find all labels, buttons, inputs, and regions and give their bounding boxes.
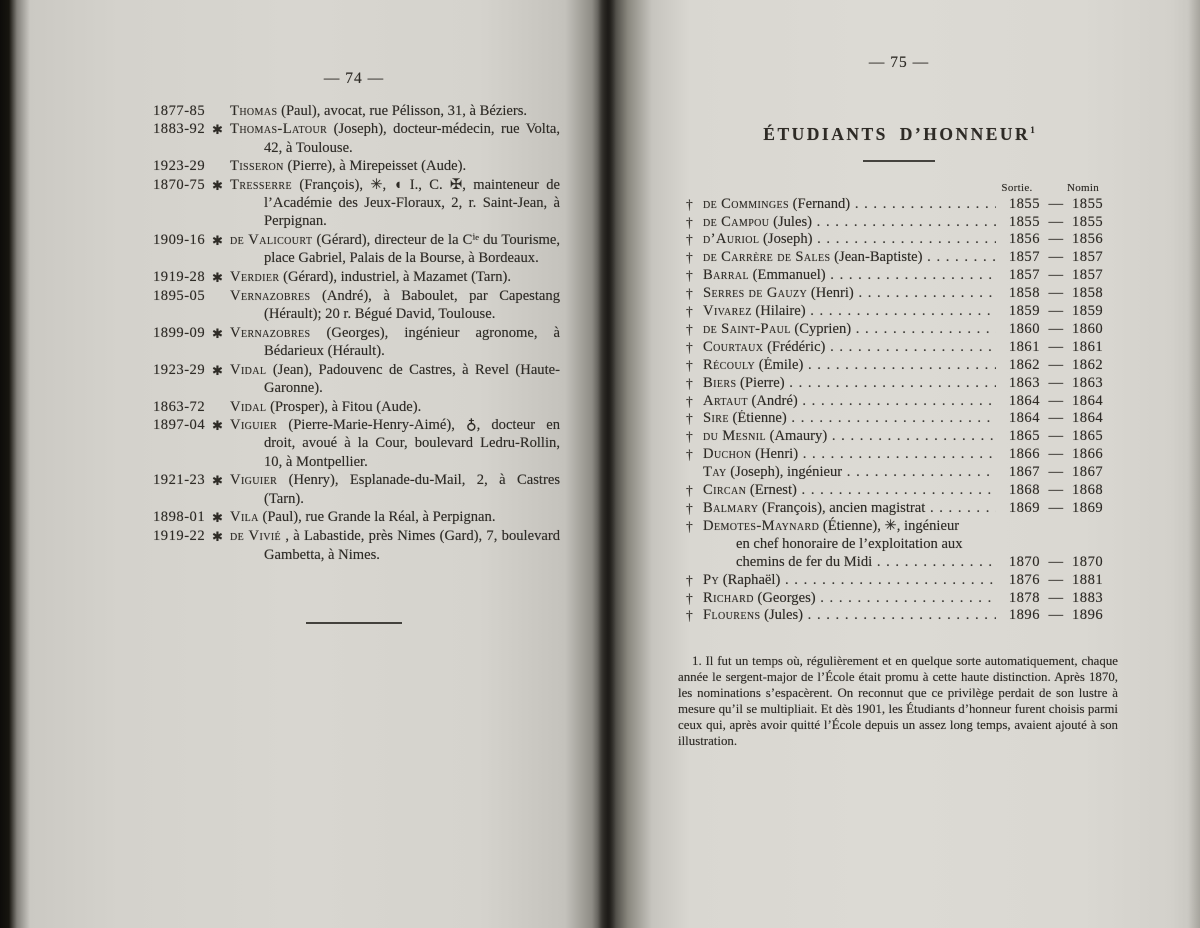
dagger-icon: †	[686, 590, 693, 606]
footnote-text: 1. Il fut un temps où, régulièrement et en quelque sorte automatiquement, chaque année le sergent-major de l’École était promu à cette haute distinction. Après 1870, les nominations s’espacèrent. On reconnut que ce privilège perdait de son lustre à mesure qu’il se multipliait. Et dès 1901, les Étudiants d’honneur furent choisis parmi ceux qui, après avoir quitté l’École depuis un assez long temps, avaient ajouté à son illustration.	[678, 654, 1118, 748]
dash-separator: —	[1048, 320, 1064, 337]
honor-text: Vivarez (Hilaire) . . .	[703, 303, 996, 321]
nomination-year: 1869	[1072, 500, 1104, 516]
honor-years	[996, 214, 1120, 232]
nomination-year: 1867	[1072, 464, 1104, 481]
honor-text: Py (Raphaël) . . .	[703, 572, 996, 590]
honor-text: Biers (Pierre) . . .	[703, 375, 996, 393]
entry-star-icon	[212, 102, 230, 120]
dash-separator: —	[1048, 428, 1064, 445]
dagger-icon: †	[686, 393, 693, 409]
honor-text: du Mesnil (Amaury) . . .	[703, 428, 996, 446]
honor-text: Barral (Emmanuel) . . .	[703, 267, 996, 285]
honor-surname: Courtaux	[703, 338, 764, 355]
entry-star-icon: ✱	[212, 122, 223, 138]
dash-separator: —	[1048, 213, 1064, 230]
honor-surname: de Saint-Paul	[703, 320, 791, 337]
honor-surname: Vivarez	[703, 303, 752, 320]
dash-separator: —	[1048, 571, 1064, 588]
honor-surname: Récouly	[703, 356, 756, 373]
dagger-icon: †	[686, 268, 693, 284]
honor-text: de Saint-Paul (Cyprien) . . .	[703, 321, 996, 339]
honor-surname: Flourens	[703, 607, 761, 624]
honor-surname: Sire	[703, 410, 729, 427]
entry-text: Viguier (Henry), Esplanade-du-Mail, 2, à Castres (Tarn).	[230, 472, 560, 507]
honor-surname: Richard	[703, 589, 754, 606]
dash-separator: —	[1048, 553, 1064, 570]
dagger-icon: †	[686, 429, 693, 445]
honor-years	[996, 267, 1120, 285]
honor-row	[678, 249, 1120, 267]
sortie-year: 1862	[1008, 356, 1040, 373]
entry-surname: Tresserre	[230, 176, 292, 193]
honor-row	[678, 267, 1120, 285]
directory-entry	[148, 527, 560, 564]
honor-surname: de Carrère de Sales	[703, 249, 831, 266]
sortie-year: 1857	[1008, 267, 1040, 284]
nomination-year: 1862	[1072, 356, 1104, 373]
honor-text: Circan (Ernest) . . .	[703, 482, 996, 500]
dash-separator: —	[1048, 589, 1064, 606]
entry-text: Vernazobres (Georges), ingénieur agronome, à Bédarieux (Hérault).	[230, 324, 560, 360]
scan-edge-right	[1188, 0, 1200, 928]
footnote-marker: 1	[1030, 125, 1035, 136]
column-header-nomination: Nomin	[1066, 181, 1100, 194]
honor-years	[996, 231, 1120, 249]
honor-years	[996, 554, 1120, 572]
nomination-year: 1883	[1072, 589, 1104, 606]
entry-text: Vidal (Jean), Padouvenc de Castres, à Revel (Haute-Garonne).	[230, 361, 560, 397]
page-74	[148, 70, 560, 624]
honor-row	[678, 607, 1120, 625]
honor-surname: du Mesnil	[703, 428, 766, 445]
entry-text: Thomas-Latour (Joseph), docteur-médecin, rue Volta, 42, à Toulouse.	[230, 121, 560, 156]
entry-surname: Vidal	[230, 361, 267, 378]
dash-separator: —	[1048, 267, 1064, 284]
entry-text: Verdier (Gérard), industriel, à Mazamet (Tarn).	[230, 268, 512, 285]
directory-entry	[148, 231, 560, 268]
dash-separator: —	[1048, 338, 1064, 355]
sortie-year: 1861	[1008, 338, 1040, 355]
dagger-icon: †	[686, 304, 693, 320]
honor-text: Courtaux (Frédéric) . . .	[703, 339, 996, 357]
honor-years	[996, 607, 1120, 625]
directory-entry	[148, 508, 560, 527]
dash-separator: —	[1048, 285, 1064, 302]
page-number-left: — 74 —	[323, 70, 385, 87]
dagger-icon: †	[686, 321, 693, 337]
page-title	[678, 124, 1120, 145]
honor-surname: d’Auriol	[703, 231, 760, 248]
honor-row	[678, 375, 1120, 393]
directory-entry	[148, 120, 560, 157]
honor-row	[678, 410, 1120, 428]
honor-row	[678, 339, 1120, 357]
honor-list	[678, 196, 1120, 626]
dash-separator: —	[1048, 500, 1064, 516]
directory-entry	[148, 287, 560, 324]
honor-row-first-line	[686, 518, 1120, 536]
entry-surname: de Vivié	[230, 528, 282, 545]
nomination-year: 1861	[1072, 338, 1104, 355]
honor-text: Richard (Georges) . . .	[703, 590, 996, 608]
honor-years	[996, 285, 1120, 303]
entry-star-icon: ✱	[212, 529, 223, 545]
nomination-year: 1864	[1072, 410, 1104, 427]
entry-text: de Valicourt (Gérard), directeur de la Cⁱᵉ du Tourisme, place Gabriel, Palais de la Bourse, à Bordeaux.	[230, 231, 560, 267]
directory-entry	[148, 361, 560, 398]
dagger-icon: †	[686, 196, 693, 212]
entry-years: 1883-92	[153, 121, 206, 138]
dash-separator: —	[1048, 195, 1064, 212]
sortie-year: 1860	[1008, 320, 1040, 337]
dagger-icon: †	[686, 286, 693, 302]
nomination-year: 1860	[1072, 320, 1104, 337]
dagger-icon	[686, 464, 703, 482]
sortie-year: 1858	[1008, 285, 1040, 302]
entry-years: 1919-28	[153, 268, 206, 285]
entry-years: 1921-23	[153, 472, 206, 489]
dagger-icon: †	[686, 375, 693, 391]
nomination-year: 1857	[1072, 267, 1104, 284]
dagger-icon: †	[686, 483, 693, 499]
honor-text: d’Auriol (Joseph) . . .	[703, 231, 996, 249]
dagger-icon: †	[686, 447, 693, 463]
entry-surname: Vidal	[230, 398, 267, 415]
honor-years	[996, 500, 1120, 518]
honor-years	[996, 321, 1120, 339]
entry-star-icon: ✱	[212, 177, 223, 193]
entry-surname: Vernazobres	[230, 288, 311, 305]
honor-row-last-line	[686, 554, 1120, 572]
dash-separator: —	[1048, 607, 1064, 624]
entry-surname: Vernazobres	[230, 324, 311, 341]
entry-text: de Vivié , à Labastide, près Nimes (Gard), 7, boulevard Gambetta, à Nimes.	[230, 528, 560, 563]
entry-years: 1895-05	[153, 288, 206, 305]
directory-entry	[148, 416, 560, 471]
honor-text: Demotes-Maynard (Étienne), ✳, ingénieur	[703, 517, 960, 534]
honor-years	[996, 482, 1120, 500]
honor-years	[996, 357, 1120, 375]
sortie-year: 1855	[1008, 195, 1040, 212]
entry-surname: Verdier	[230, 268, 280, 285]
nomination-year: 1863	[1072, 374, 1104, 391]
sortie-year: 1868	[1008, 482, 1040, 499]
sortie-year: 1859	[1008, 303, 1040, 320]
book-gutter	[598, 0, 616, 928]
honor-row	[678, 321, 1120, 339]
nomination-year: 1855	[1072, 195, 1104, 212]
honor-row	[678, 196, 1120, 214]
entry-text: Tresserre (François), ✳, ◖ I., C. ✠, mainteneur de l’Académie des Jeux-Floraux, 2, r. Saint-Jean, à Perpignan.	[230, 176, 560, 230]
title-rule	[863, 160, 935, 162]
nomination-year: 1858	[1072, 285, 1104, 302]
section-end-rule	[306, 622, 402, 624]
honor-row	[678, 357, 1120, 375]
dagger-icon: †	[686, 411, 693, 427]
dagger-icon: †	[686, 572, 693, 588]
dagger-icon: †	[686, 339, 693, 355]
honor-row	[678, 464, 1120, 482]
dagger-icon: †	[686, 232, 693, 248]
honor-text-continued: chemins de fer du Midi . . .	[686, 554, 996, 572]
honor-years	[996, 572, 1120, 590]
directory-entry	[148, 268, 560, 287]
honor-years	[996, 428, 1120, 446]
honor-row	[678, 482, 1120, 500]
sortie-year: 1876	[1008, 571, 1040, 588]
entry-years: 1870-75	[153, 176, 206, 193]
entry-star-icon: ✱	[212, 417, 223, 433]
honor-text: de Campou (Jules) . . .	[703, 214, 996, 232]
scan-edge-left	[0, 0, 30, 928]
honor-surname: Biers	[703, 374, 737, 391]
honor-row	[678, 500, 1120, 518]
page-title-text: ÉTUDIANTS D’HONNEUR	[763, 124, 1031, 144]
nomination-year: 1864	[1072, 392, 1104, 409]
nomination-year: 1865	[1072, 428, 1104, 445]
honor-row	[678, 446, 1120, 464]
dagger-icon: †	[686, 250, 693, 266]
honor-years	[996, 446, 1120, 464]
entry-surname: Vila	[230, 508, 259, 525]
entry-text: Tisseron (Pierre), à Mirepeisset (Aude).	[230, 158, 467, 175]
entry-text: Vila (Paul), rue Grande la Réal, à Perpignan.	[230, 508, 496, 525]
honor-row	[678, 428, 1120, 446]
entry-text: Vidal (Prosper), à Fitou (Aude).	[230, 398, 422, 415]
entry-years: 1923-29	[153, 361, 206, 378]
honor-row	[678, 393, 1120, 411]
honor-row	[678, 231, 1120, 249]
page-75	[678, 54, 1120, 750]
entry-star-icon	[212, 398, 230, 416]
honor-surname: Tay	[703, 464, 727, 481]
dagger-icon: †	[686, 518, 693, 534]
entry-surname: de Valicourt	[230, 231, 313, 248]
honor-surname: Balmary	[703, 500, 759, 516]
honor-surname: de Comminges	[703, 195, 789, 212]
honor-text: Sire (Étienne) . . .	[703, 410, 996, 428]
dagger-icon: †	[686, 357, 693, 373]
entry-years: 1919-22	[153, 528, 206, 545]
entry-star-icon: ✱	[212, 362, 223, 378]
sortie-year: 1864	[1008, 392, 1040, 409]
entry-years: 1897-04	[153, 416, 206, 433]
sortie-year: 1857	[1008, 249, 1040, 266]
honor-surname: Circan	[703, 482, 747, 499]
honor-text: Flourens (Jules) . . .	[703, 607, 996, 625]
dash-separator: —	[1048, 410, 1064, 427]
directory-entry	[148, 157, 560, 175]
sortie-year: 1863	[1008, 374, 1040, 391]
dagger-icon: †	[686, 214, 693, 230]
dash-separator: —	[1048, 249, 1064, 266]
entry-star-icon: ✱	[212, 325, 223, 341]
sortie-year: 1878	[1008, 589, 1040, 606]
sortie-year: 1869	[1008, 500, 1040, 516]
honor-row	[678, 303, 1120, 321]
entry-years: 1877-85	[153, 103, 206, 119]
sortie-year: 1867	[1008, 464, 1040, 481]
column-header-sortie: Sortie.	[1001, 181, 1033, 194]
honor-text: de Carrère de Sales (Jean-Baptiste) . . .	[703, 249, 996, 267]
entry-years: 1898-01	[153, 508, 206, 525]
nomination-year: 1866	[1072, 446, 1104, 463]
honor-surname: Duchon	[703, 446, 752, 463]
nomination-year: 1896	[1072, 607, 1104, 624]
directory-entry	[148, 102, 560, 120]
dash-separator: —	[1048, 446, 1064, 463]
dagger-icon: †	[686, 501, 693, 516]
nomination-year: 1868	[1072, 482, 1104, 499]
column-headers	[988, 182, 1120, 194]
honor-row	[678, 214, 1120, 232]
honor-years	[996, 196, 1120, 214]
entry-years: 1899-09	[153, 324, 206, 341]
entry-surname: Viguier	[230, 472, 278, 489]
honor-row	[678, 590, 1120, 608]
honor-text: de Comminges (Fernand) . . .	[703, 196, 996, 214]
honor-text: Balmary (François), ancien magistrat . . .	[703, 500, 996, 518]
honor-surname: Demotes-Maynard	[703, 517, 820, 534]
directory-entries	[148, 102, 560, 564]
directory-entry	[148, 324, 560, 361]
entry-star-icon	[212, 287, 230, 324]
honor-years	[996, 303, 1120, 321]
honor-text: Serres de Gauzy (Henri) . . .	[703, 285, 996, 303]
honor-years	[996, 339, 1120, 357]
sortie-year: 1896	[1008, 607, 1040, 624]
honor-years	[996, 590, 1120, 608]
nomination-year: 1870	[1072, 553, 1104, 570]
honor-text: Artaut (André) . . .	[703, 393, 996, 411]
entry-star-icon	[212, 157, 230, 175]
dagger-icon: †	[686, 608, 693, 624]
entry-text: Thomas (Paul), avocat, rue Pélisson, 31, à Béziers.	[230, 103, 528, 119]
honor-years	[996, 393, 1120, 411]
entry-star-icon: ✱	[212, 473, 223, 489]
entry-text: Vernazobres (André), à Baboulet, par Capestang (Hérault); 20 r. Bégué David, Toulouse.	[230, 288, 560, 323]
dash-separator: —	[1048, 392, 1064, 409]
honor-years	[996, 375, 1120, 393]
honor-row	[678, 572, 1120, 590]
honor-years	[996, 249, 1120, 267]
honor-text: Duchon (Henri) . . .	[703, 446, 996, 464]
dash-separator: —	[1048, 464, 1064, 481]
entry-star-icon: ✱	[212, 509, 223, 525]
entry-text: Viguier (Pierre-Marie-Henry-Aimé), ♁, docteur en droit, avoué à la Cour, boulevard Ledru-Rollin, 10, à Montpellier.	[230, 416, 560, 470]
nomination-year: 1855	[1072, 213, 1104, 230]
page-number-right: — 75 —	[868, 54, 930, 71]
sortie-year: 1856	[1008, 231, 1040, 248]
dash-separator: —	[1048, 356, 1064, 373]
honor-surname: Barral	[703, 267, 750, 284]
entry-star-icon: ✱	[212, 269, 223, 285]
nomination-year: 1857	[1072, 249, 1104, 266]
nomination-year: 1859	[1072, 303, 1104, 320]
dash-separator: —	[1048, 482, 1064, 499]
honor-surname: Serres de Gauzy	[703, 285, 808, 302]
honor-surname: Py	[703, 571, 720, 588]
sortie-year: 1865	[1008, 428, 1040, 445]
honor-row	[678, 518, 1120, 572]
entry-years: 1863-72	[153, 398, 206, 415]
honor-text: Récouly (Émile) . . .	[703, 357, 996, 375]
sortie-year: 1870	[1008, 553, 1040, 570]
sortie-year: 1866	[1008, 446, 1040, 463]
honor-years	[996, 410, 1120, 428]
honor-text: Tay (Joseph), ingénieur . . .	[703, 464, 996, 482]
entry-surname: Thomas-Latour	[230, 121, 328, 138]
directory-entry	[148, 398, 560, 416]
dash-separator: —	[1048, 374, 1064, 391]
dash-separator: —	[1048, 231, 1064, 248]
directory-entry	[148, 176, 560, 231]
sortie-year: 1855	[1008, 213, 1040, 230]
honor-years	[996, 464, 1120, 482]
honor-surname: de Campou	[703, 213, 770, 230]
honor-text-continued: en chef honoraire de l’exploitation aux	[736, 535, 963, 552]
nomination-year: 1881	[1072, 571, 1104, 588]
entry-surname: Viguier	[230, 416, 278, 433]
entry-years: 1923-29	[153, 158, 206, 175]
nomination-year: 1856	[1072, 231, 1104, 248]
entry-star-icon: ✱	[212, 232, 223, 248]
dash-separator: —	[1048, 303, 1064, 320]
directory-entry	[148, 471, 560, 508]
honor-row	[678, 285, 1120, 303]
honor-surname: Artaut	[703, 392, 748, 409]
entry-surname: Tisseron	[230, 158, 284, 175]
entry-years: 1909-16	[153, 231, 206, 248]
sortie-year: 1864	[1008, 410, 1040, 427]
entry-surname: Thomas	[230, 103, 278, 119]
